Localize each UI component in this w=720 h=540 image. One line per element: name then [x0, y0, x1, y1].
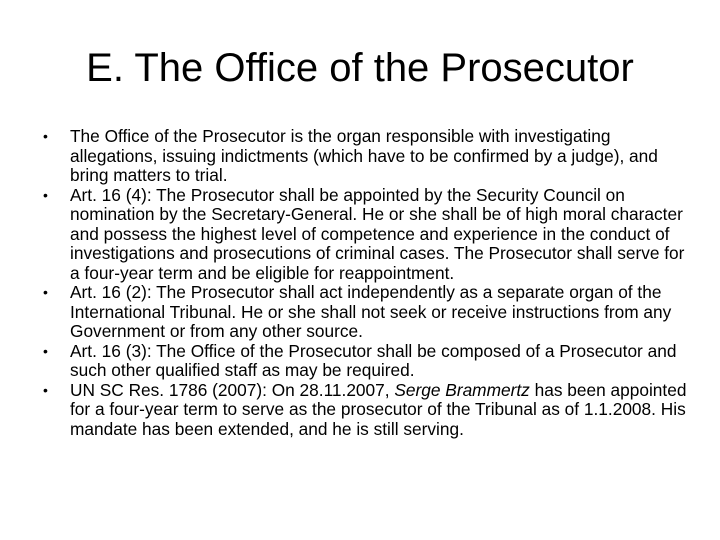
- bullet-dot-icon: •: [43, 128, 48, 144]
- bullet-item: [43, 340, 690, 381]
- bullet-item: [43, 282, 690, 342]
- bullet-dot-icon: •: [43, 381, 48, 398]
- bullet-text-after: has been appointed for a four-year term to serve as the prosecutor of the Tribunal as of 1.1.2008. His mandate has been extended, and he is still serving.: [70, 379, 687, 439]
- bullet-item: [43, 184, 690, 284]
- slide-title: E. The Office of the Prosecutor: [86, 46, 634, 90]
- bullet-list: [43, 126, 690, 439]
- bullet-text: Art. 16 (3): The Office of the Prosecutor shall be composed of a Prosecutor and such other qualified staff as may be required.: [70, 340, 677, 380]
- prosecutor-name: Serge Brammertz: [394, 379, 530, 400]
- bullet-text: Art. 16 (2): The Prosecutor shall act independently as a separate organ of the International Tribunal. He or she shall not seek or receive instructions from any Government or from any other source.: [70, 282, 672, 341]
- bullet-item: [43, 126, 690, 186]
- bullet-dot-icon: •: [43, 342, 48, 359]
- bullet-text-before: UN SC Res. 1786 (2007): On 28.11.2007,: [70, 379, 395, 400]
- bullet-text: Art. 16 (4): The Prosecutor shall be appointed by the Security Council on nomination by the Secretary-General. He or she shall be of high moral character and possess the highest level of competence and experience in the conduct of investigations and prosecutions of criminal cases. The Prosecutor shall serve for a four-year term and be eligible for reappointment.: [70, 184, 685, 283]
- bullet-dot-icon: •: [43, 186, 48, 203]
- bullet-item: [43, 379, 690, 440]
- bullet-text: The Office of the Prosecutor is the organ responsible with investigating allegations, issuing indictments (which have to be confirmed by a judge), and bring matters to trial.: [70, 126, 658, 185]
- bullet-dot-icon: •: [43, 284, 48, 300]
